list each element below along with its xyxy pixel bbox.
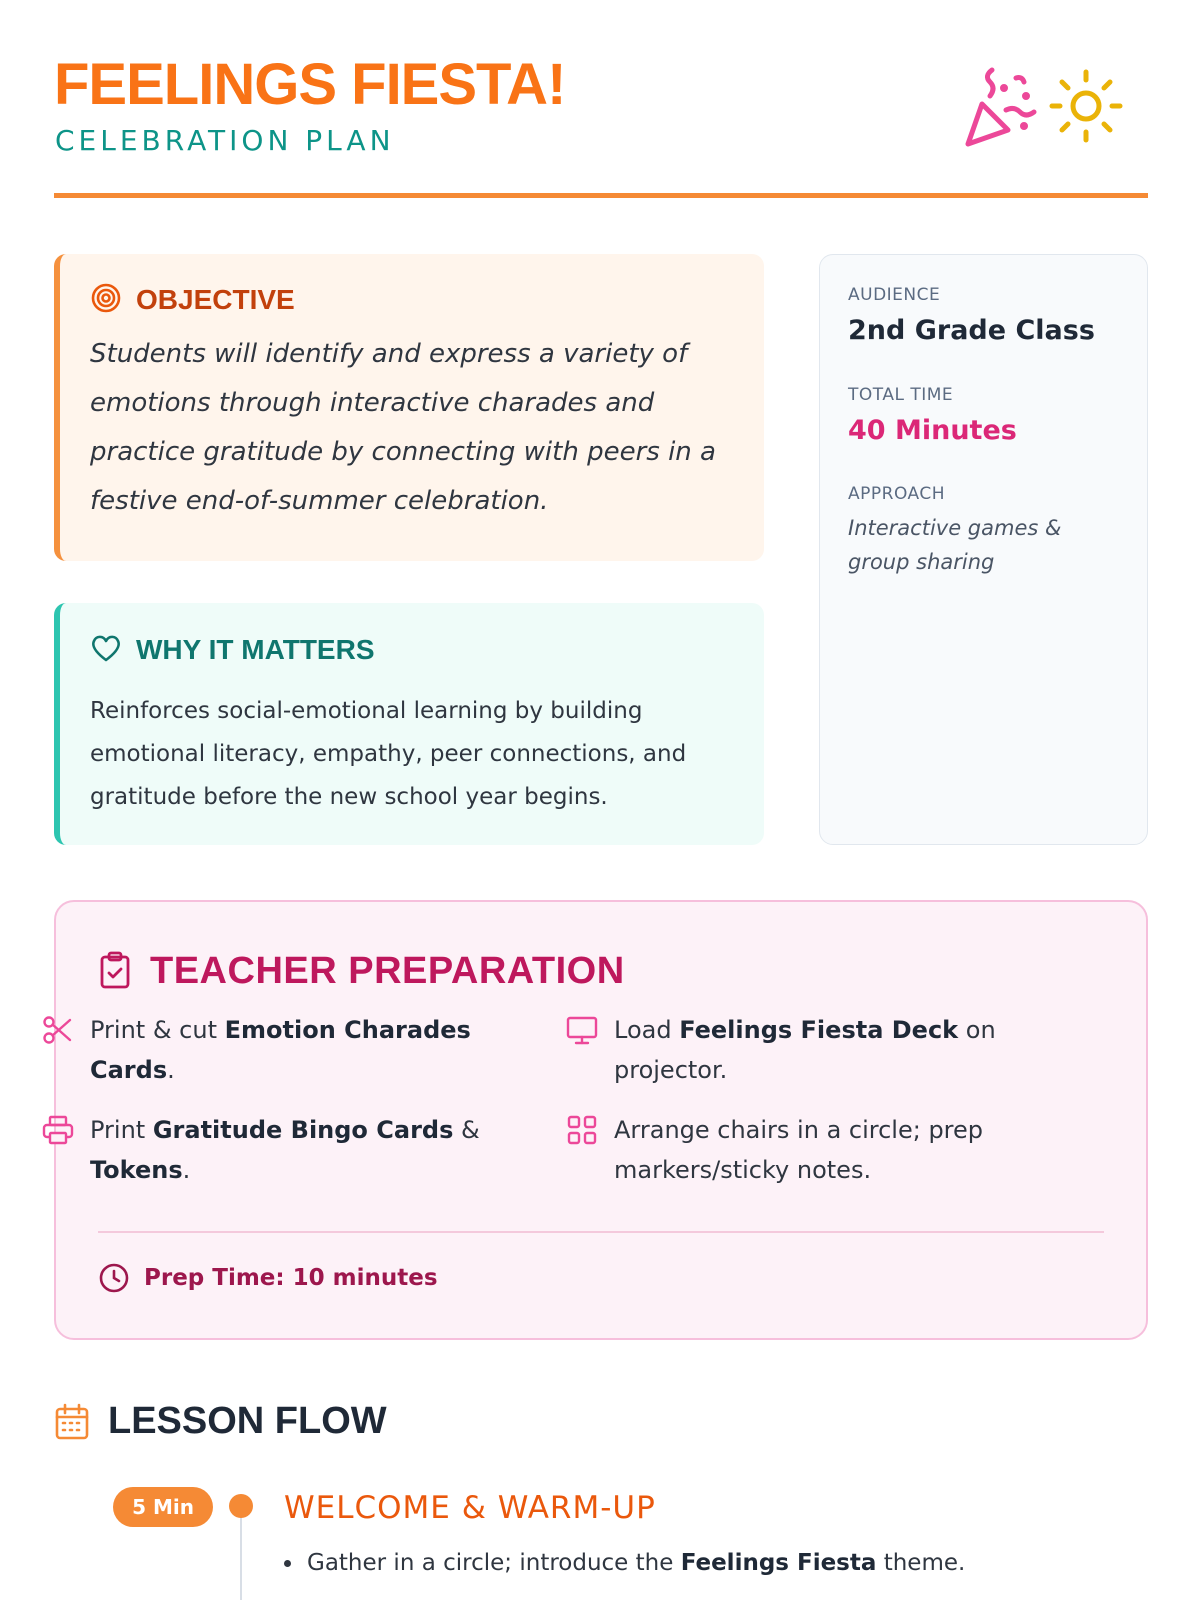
target-icon	[90, 282, 122, 318]
grid-icon	[566, 1110, 600, 1190]
timeline-dot	[229, 1494, 253, 1518]
prep-item-bingo: Print Gratitude Bingo Cards & Tokens.	[42, 1110, 482, 1190]
why-text: Reinforces social-emotional learning by building emotional literacy, empathy, peer connections, and gratitude before the new school year begins.	[90, 698, 687, 810]
clock-icon	[98, 1262, 130, 1294]
page-subtitle: CELEBRATION PLAN	[55, 124, 395, 157]
step-duration-badge: 5 Min	[113, 1487, 213, 1527]
heart-icon	[90, 633, 122, 667]
page-title: FEELINGS FIESTA!	[54, 52, 566, 117]
prep-time	[98, 1262, 438, 1294]
calendar-icon	[54, 1403, 90, 1441]
objective-heading: OBJECTIVE	[136, 284, 295, 315]
header-decorations	[960, 66, 1136, 150]
total-time-label: TOTAL TIME	[848, 385, 954, 405]
lesson-flow-header	[54, 1400, 387, 1443]
prep-item-charades: Print & cut Emotion Charades Cards.	[42, 1010, 482, 1090]
prep-item-projector: Load Feelings Fiesta Deck on projector.	[566, 1010, 1006, 1090]
why-heading: WHY IT MATTERS	[136, 634, 375, 665]
scissors-icon	[42, 1010, 76, 1090]
step-bullet: Gather in a circle; introduce the Feelings Fiesta theme.	[284, 1550, 965, 1576]
sun-icon	[1052, 72, 1120, 140]
why-it-matters-card	[54, 603, 764, 845]
timeline-line	[240, 1508, 242, 1600]
approach-value: Interactive games & group sharing	[848, 516, 1062, 574]
audience-label: AUDIENCE	[848, 285, 941, 305]
prep-time-text: Prep Time: 10 minutes	[144, 1265, 438, 1291]
prep-heading: TEACHER PREPARATION	[150, 950, 625, 992]
prep-divider	[98, 1231, 1104, 1233]
objective-card	[54, 254, 764, 561]
approach-label: APPROACH	[848, 484, 946, 504]
prep-item-chairs: Arrange chairs in a circle; prep markers/sticky notes.	[566, 1110, 1006, 1190]
step-title: WELCOME & WARM-UP	[284, 1490, 656, 1526]
audience-value: 2nd Grade Class	[848, 315, 1095, 346]
monitor-icon	[566, 1010, 600, 1090]
clipboard-check-icon	[98, 951, 132, 993]
lesson-flow-heading: LESSON FLOW	[108, 1400, 387, 1442]
objective-text: Students will identify and express a variety of emotions through interactive charades and practice gratitude by connecting with peers in a festive end-of-summer celebration.	[90, 339, 716, 516]
printer-icon	[42, 1110, 76, 1190]
bullet-dot	[284, 1560, 291, 1567]
header-divider	[54, 193, 1148, 198]
total-time-value: 40 Minutes	[848, 415, 1017, 446]
party-popper-icon	[968, 70, 1034, 144]
lesson-info-card	[819, 254, 1148, 845]
